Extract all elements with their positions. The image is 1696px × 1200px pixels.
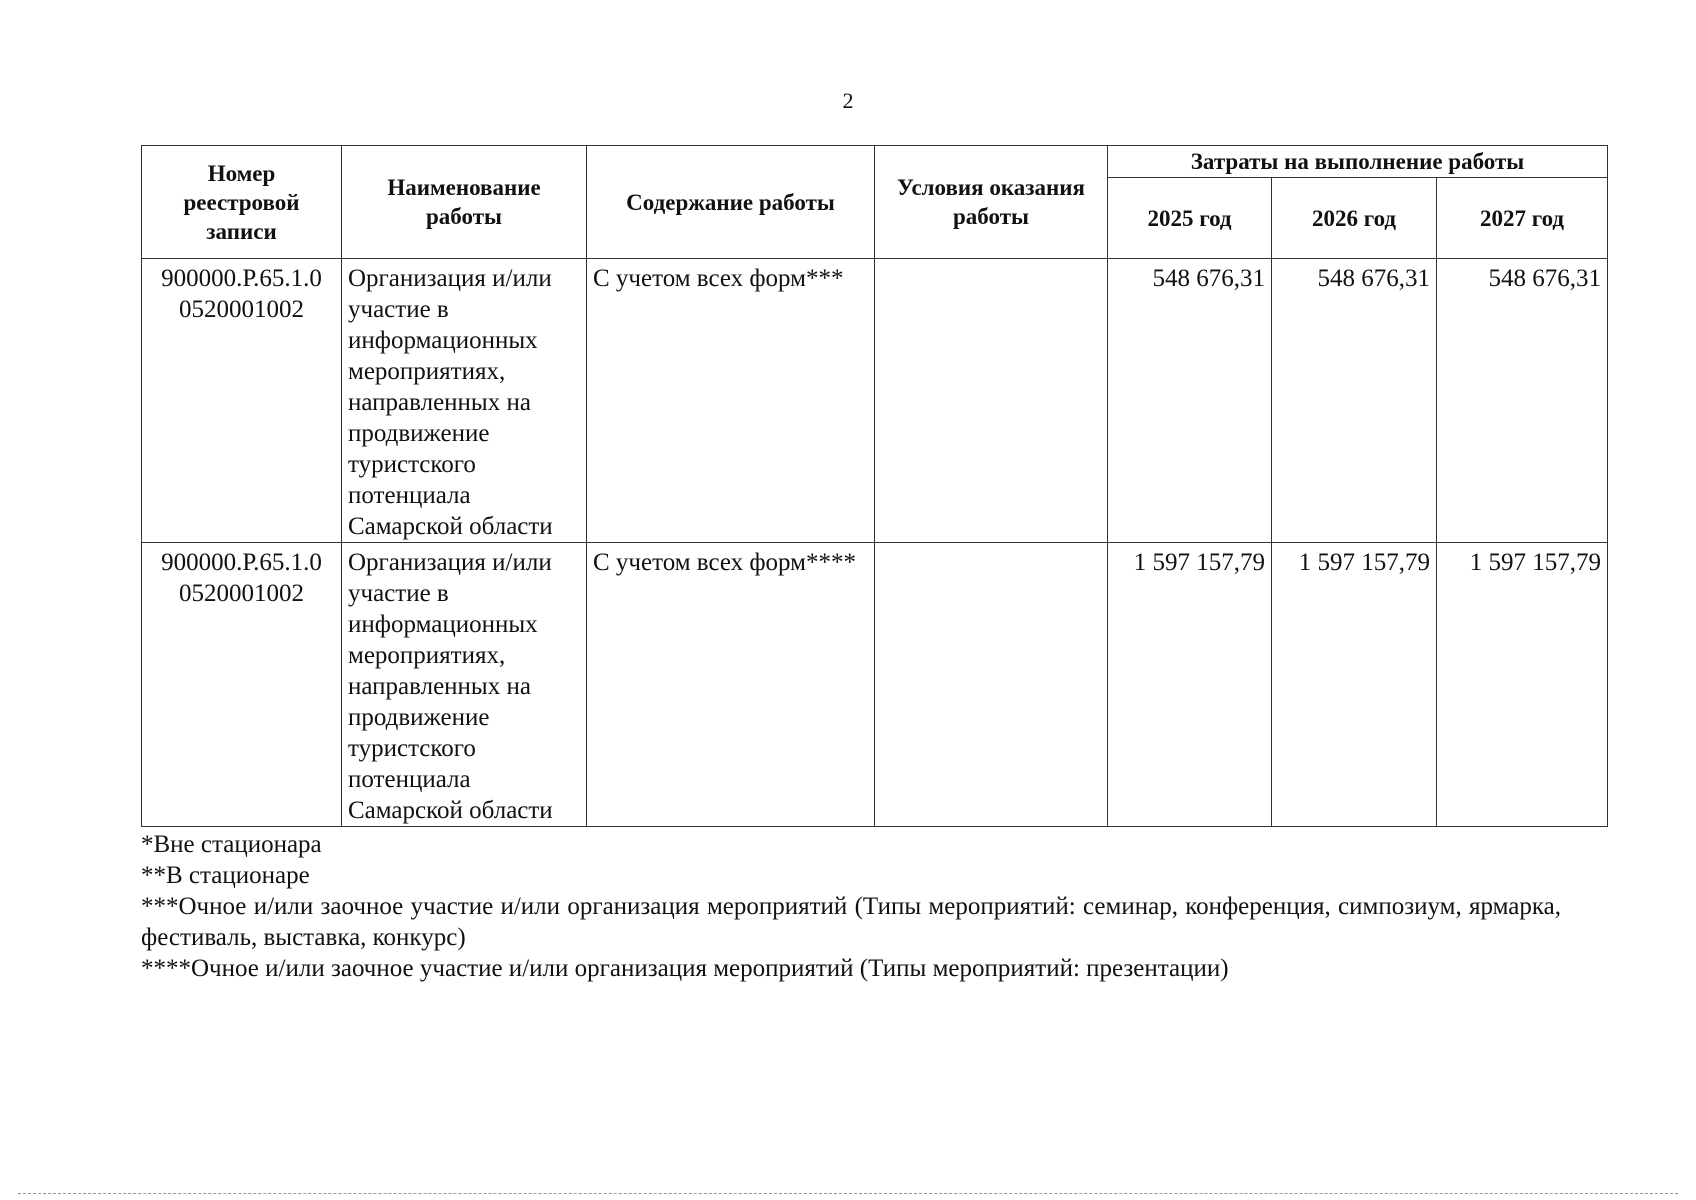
header-work-content: Содержание работы [587,146,875,259]
cell-cost-2025: 548 676,31 [1108,259,1272,543]
cell-work-conditions [875,543,1108,827]
cell-cost-2027: 1 597 157,79 [1437,543,1608,827]
header-year-2026: 2026 год [1272,178,1437,259]
cell-cost-2026: 1 597 157,79 [1272,543,1437,827]
footnote-1: *Вне стационара [141,831,322,858]
cell-work-name: Организация и/или участие в информационных мероприятиях, направленных на продвижение туристского потенциала Самарской области [342,543,587,827]
footnote-2: **В стационаре [141,862,310,889]
table-row [142,543,1608,827]
header-year-2027: 2027 год [1437,178,1608,259]
cell-work-content: С учетом всех форм*** [587,259,875,543]
table-row [142,259,1608,543]
cell-cost-2025: 1 597 157,79 [1108,543,1272,827]
header-year-2025: 2025 год [1108,178,1272,259]
cell-cost-2026: 548 676,31 [1272,259,1437,543]
cell-registry-number: 900000.Р.65.1.0 0520001002 [142,543,342,827]
footnote-3: ***Очное и/или заочное участие и/или организация мероприятий (Типы мероприятий: семинар, конференция, симпозиум, ярмарка, фестиваль, выставка, конкурс) [141,893,1561,951]
header-work-name: Наименование работы [342,146,587,259]
cell-work-conditions [875,259,1108,543]
cell-work-content: С учетом всех форм**** [587,543,875,827]
footnotes [141,829,1561,984]
header-work-conditions: Условия оказания работы [875,146,1108,259]
cell-cost-2027: 548 676,31 [1437,259,1608,543]
header-costs-group: Затраты на выполнение работы [1108,146,1608,178]
work-costs-table [141,145,1608,827]
table-header-row [142,146,1608,178]
page-number: 2 [842,88,854,113]
header-registry-number: Номер реестровой записи [142,146,342,259]
footnote-4: ****Очное и/или заочное участие и/или организация мероприятий (Типы мероприятий: презентации) [141,955,1229,982]
cell-registry-number: 900000.Р.65.1.0 0520001002 [142,259,342,543]
scan-bottom-rule [18,1193,1678,1194]
cell-work-name: Организация и/или участие в информационных мероприятиях, направленных на продвижение туристского потенциала Самарской области [342,259,587,543]
